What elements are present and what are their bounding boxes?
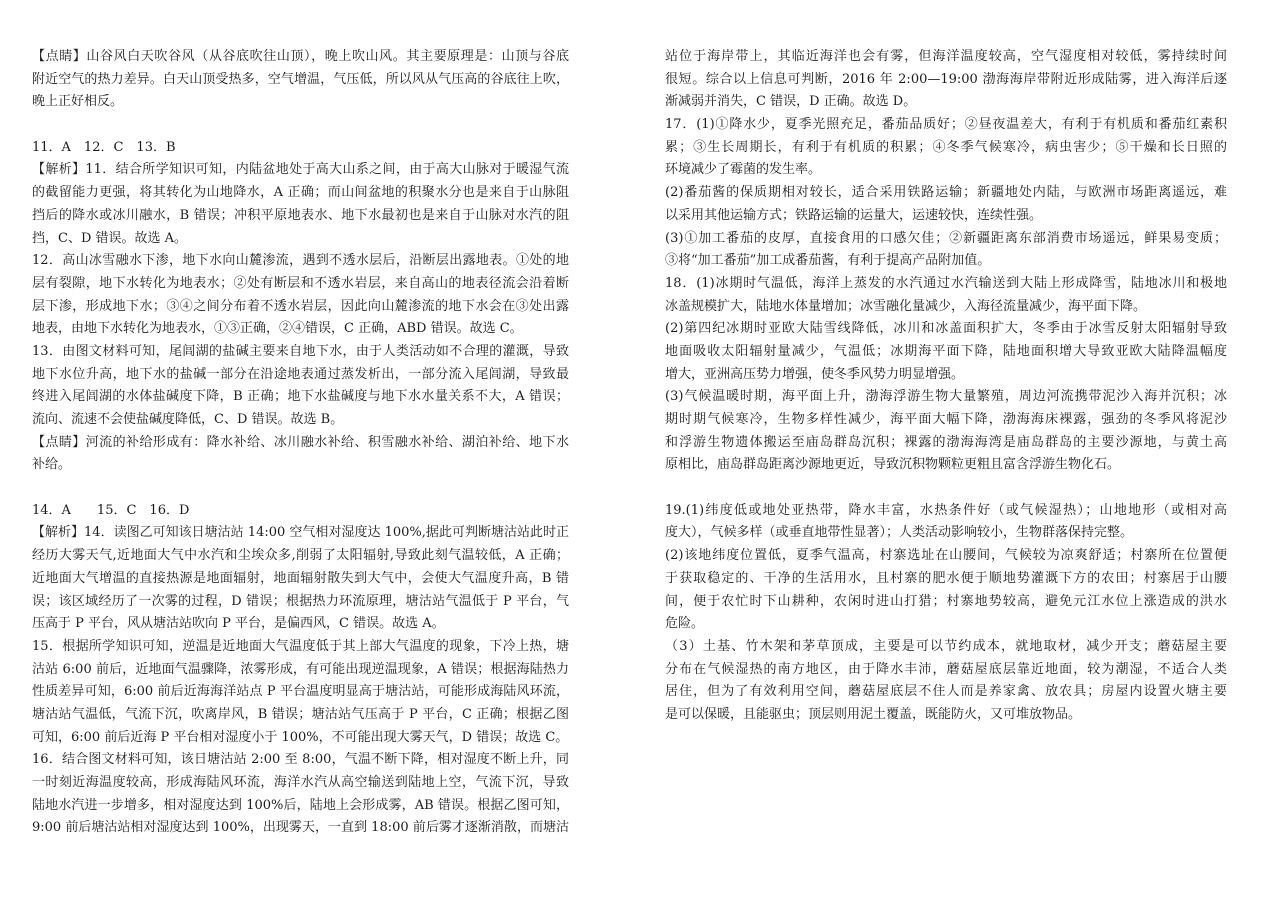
- text-line: 分布在气候湿热的南方地区，由于降水丰沛，蘑菇屋底层靠近地面，较为潮湿，不适合人类: [665, 661, 1227, 677]
- right-column: [665, 46, 1227, 727]
- text-line: 期时期气候寒冷，生物多样性减少，海平面大幅下降，渤海海床裸露，强劲的冬季风将泥沙: [665, 412, 1227, 427]
- answer-section: [665, 46, 1227, 477]
- text-line: 一时刻近海温度较高，形成海陆风环流，海洋水汽从高空输送到陆地上空，气流下沉，导致: [32, 775, 569, 790]
- answer-paragraph: [665, 114, 1227, 182]
- left-column: [32, 46, 569, 840]
- answer-paragraph: [32, 500, 569, 523]
- text-line: 层下渗，形成地下水；③④之间分布着不透水岩层，因此向山麓渗流的地下水会在③处出露: [32, 298, 569, 314]
- text-line: 17．(1)①降水少，夏季光照充足，番茄品质好；②昼夜温差大，有利于有机质和番茄红素积: [665, 117, 1227, 133]
- text-line: (2)该地纬度位置低，夏季气温高，村寨选址在山腰间，气候较为凉爽舒适；村寨所在位置便: [665, 548, 1227, 564]
- answer-paragraph: [32, 749, 569, 840]
- text-line: 危险。: [665, 616, 705, 632]
- text-line: 居住，但为了有效利用空间，蘑菇屋底层不住人而是养家禽、放农具；房屋内设置火塘主要: [665, 684, 1227, 700]
- text-line: 沽站 6:00 前后，近地面气温骤降，浓雾形成，有可能出现逆温现象，A 错误；根据海陆热力: [32, 661, 569, 677]
- answer-section: [32, 500, 569, 840]
- text-line: 16．结合图文材料可知，该日塘沽站 2:00 至 8:00，气温不断下降，相对湿度不断上升，同: [32, 752, 569, 768]
- text-line: 近地面大气增温的直接热源是地面辐射，地面辐射散失到大气中，会使大气温度升高，B 错: [32, 570, 569, 586]
- answer-section: [32, 46, 569, 114]
- text-line: 站位于海岸带上，其临近海洋也会有雾，但海洋温度较高，空气湿度相对较低，雾持续时间: [665, 49, 1227, 64]
- answer-paragraph: [32, 137, 569, 160]
- answer-paragraph: [665, 636, 1227, 727]
- answer-section: [32, 137, 569, 477]
- text-line: 以采用其他运输方式；铁路运输的运量大，运速较快，连续性强。: [665, 207, 1043, 223]
- text-line: 18．(1)冰期时气温低，海洋上蒸发的水汽通过水汽输送到大陆上形成降雪，陆地冰川和极地: [665, 275, 1227, 291]
- text-line: 很短。综合以上信息可判断，2016 年 2:00—19:00 渤海海岸带附近形成陆雾，进入海洋后逐: [665, 71, 1227, 87]
- text-line: 渐减弱并消失，C 错误，D 正确。故选 D。: [665, 94, 917, 110]
- text-line: 层有裂隙，地下水转化为地表水；②处有断层和不透水岩层，来自高山的地表径流会沿着断: [32, 275, 569, 291]
- text-line: 9:00 前后塘沽站相对湿度达到 100%，出现雾天，一直到 18:00 前后雾才逐渐消散，而塘沽: [32, 820, 569, 836]
- text-line: 【解析】14．读图乙可知该日塘沽站 14:00 空气相对湿度达 100%,据此可判断塘沽站此时正: [32, 525, 569, 541]
- text-line: 15．根据所学知识可知，逆温是近地面大气温度低于其上部大气温度的现象，下冷上热，塘: [32, 638, 569, 654]
- answer-section: [665, 500, 1227, 727]
- text-line: (3)气候温暖时期，海平面上升，渤海浮游生物大量繁殖，周边河流携带泥沙入海并沉积；冰: [665, 389, 1227, 405]
- answer-paragraph: [665, 545, 1227, 636]
- text-line: 晚上正好相反。: [32, 94, 124, 110]
- text-line: 【解析】11．结合所学知识可知，内陆盆地处于高大山系之间，由于高大山脉对于暖湿气流: [32, 162, 569, 178]
- text-line: 地面吸收太阳辐射量减少，气温低；冰期海平面下降，陆地面积增大导致亚欧大陆降温幅度: [665, 343, 1227, 359]
- text-line: (2)番茄酱的保质期相对较长，适合采用铁路运输；新疆地处内陆，与欧洲市场距离遥远，难: [665, 185, 1227, 201]
- answer-paragraph: [665, 500, 1227, 545]
- answer-paragraph: [665, 46, 1227, 114]
- answer-paragraph: [665, 182, 1227, 227]
- text-line: 14．A 15．C 16．D: [32, 502, 190, 518]
- answer-paragraph: [665, 318, 1227, 386]
- text-line: (2)第四纪冰期时亚欧大陆雪线降低，冰川和冰盖面积扩大，冬季由于冰雪反射太阳辐射导致: [665, 321, 1227, 337]
- answer-paragraph: [32, 522, 569, 635]
- text-line: 12．高山冰雪融水下渗，地下水向山麓渗流，遇到不透水层后，沿断层出露地表。①处的地: [32, 253, 569, 269]
- text-line: 11．A 12．C 13．B: [32, 139, 176, 155]
- text-line: （3）土基、竹木架和茅草顶成，主要是可以节约成本，就地取材，减少开支；蘑菇屋主要: [665, 638, 1227, 654]
- text-line: 于获取稳定的、干净的生活用水，且村寨的肥水便于顺地势灌溉下方的农田；村寨居于山腰: [665, 570, 1227, 586]
- text-line: 塘沽站气温低，气流下沉，吹离岸风，B 错误；塘沽站气压高于 P 平台，C 正确；根据乙图: [32, 706, 569, 722]
- text-line: 补给。: [32, 457, 72, 473]
- text-line: 地下水位升高，地下水的盐碱一部分在沿途地表通过蒸发析出，一部分流入尾闾湖，导致最: [32, 366, 569, 382]
- text-line: 可知，6:00 前后近海 P 平台相对湿度小于 100%，不可能出现大雾天气，D 错误；故选 C。: [32, 729, 569, 745]
- text-line: 和浮游生物遗体搬运至庙岛群岛沉积；裸露的渤海海湾是庙岛群岛的主要沙源地，与黄土高: [665, 434, 1227, 450]
- text-line: 13．由图文材料可知，尾闾湖的盐碱主要来自地下水，由于人类活动如不合理的灌溉，导致: [32, 343, 569, 359]
- answer-paragraph: [32, 432, 569, 477]
- text-line: 流向、流速不会使盐碱度降低，C、D 错误。故选 B。: [32, 412, 344, 427]
- text-line: 经历大雾天气,近地面大气中水汽和尘埃众多,削弱了太阳辐射,导致此刻气温较低，A 正确；: [32, 548, 569, 564]
- text-line: 原相比，庙岛群岛距离沙源地更近，导致沉积物颗粒更粗且富含浮游生物化石。: [665, 457, 1121, 473]
- text-line: ③将“加工番茄”加工成番茄酱，有利于提高产品附加值。: [665, 253, 991, 269]
- text-line: 增大，亚洲高压势力增强，使冬季风势力明显增强。: [665, 366, 965, 382]
- text-line: 压高于 P 平台，风从塘沽站吹向 P 平台，是偏西风，C 错误。故选 A。: [32, 616, 445, 632]
- text-line: 误；该区域经历了一次雾的过程，D 错误；根据热力环流原理，塘沽站气温低于 P 平台，气: [32, 593, 569, 609]
- text-line: 【点睛】河流的补给形成有：降水补给、冰川融水补给、积雪融水补给、湖泊补给、地下水: [32, 434, 569, 450]
- text-line: 的截留能力更强，将其转化为山地降水，A 正确；而山间盆地的积聚水分也是来自于山脉阻: [32, 185, 569, 201]
- answer-paragraph: [32, 46, 569, 114]
- text-line: (3)①加工番茄的皮厚，直接食用的口感欠佳；②新疆距离东部消费市场遥远，鲜果易变质；: [665, 230, 1227, 246]
- text-line: 间，便于农忙时下山耕种，农闲时进山打猎；村寨地势较高，避免元江水位上涨造成的洪水: [665, 593, 1227, 609]
- text-line: 冰盖规模扩大，陆地水体量增加；冰雪融化量减少，入海径流量减少，海平面下降。: [665, 298, 1147, 314]
- answer-paragraph: [665, 273, 1227, 318]
- answer-paragraph: [32, 636, 569, 749]
- text-line: 附近空气的热力差异。白天山顶受热多，空气增温，气压低，所以风从气压高的谷底往上吹，: [32, 71, 569, 87]
- text-line: 19.(1)纬度低或地处亚热带，降水丰富，水热条件好（或气候湿热）；山地地形（或相对高: [665, 502, 1227, 518]
- text-line: 陆地水汽进一步增多，相对湿度达到 100%后，陆地上会形成雾，AB 错误。根据乙图可知，: [32, 797, 569, 813]
- answer-paragraph: [32, 159, 569, 250]
- text-line: 是可以保暖，且能驱虫；顶层则用泥土覆盖，既能防火，又可堆放物品。: [665, 706, 1082, 722]
- answer-paragraph: [32, 250, 569, 341]
- text-line: 【点睛】山谷风白天吹谷风（从谷底吹往山顶），晚上吹山风。其主要原理是：山顶与谷底: [32, 49, 569, 64]
- answer-paragraph: [32, 341, 569, 432]
- text-line: 地表，由地下水转化为地表水，①③正确，②④错误，C 正确，ABD 错误。故选 C。: [32, 321, 523, 337]
- text-line: 度大），气候多样（或垂直地带性显著）；人类活动影响较小，生物群落保持完整。: [665, 525, 1134, 541]
- answer-paragraph: [665, 228, 1227, 273]
- text-line: 环境减少了霉菌的发生率。: [665, 162, 822, 178]
- text-line: 性质差异可知，6:00 前后近海海洋站点 P 平台温度明显高于塘沽站，可能形成海陆风环流，: [32, 684, 569, 700]
- text-line: 终进入尾闾湖的水体盐碱度下降，B 正确；地下水盐碱度与地下水水量关系不大，A 错误；: [32, 389, 569, 405]
- text-line: 挡，C、D 错误。故选 A。: [32, 230, 188, 246]
- text-line: 挡后的降水或冰川融水，B 错误；冲积平原地表水、地下水最初也是来自于山脉对水汽的阻: [32, 207, 569, 223]
- text-line: 累；③生长周期长，有利于有机质的积累；④冬季气候寒冷，病虫害少；⑤干燥和长日照的: [665, 139, 1227, 155]
- answer-paragraph: [665, 386, 1227, 477]
